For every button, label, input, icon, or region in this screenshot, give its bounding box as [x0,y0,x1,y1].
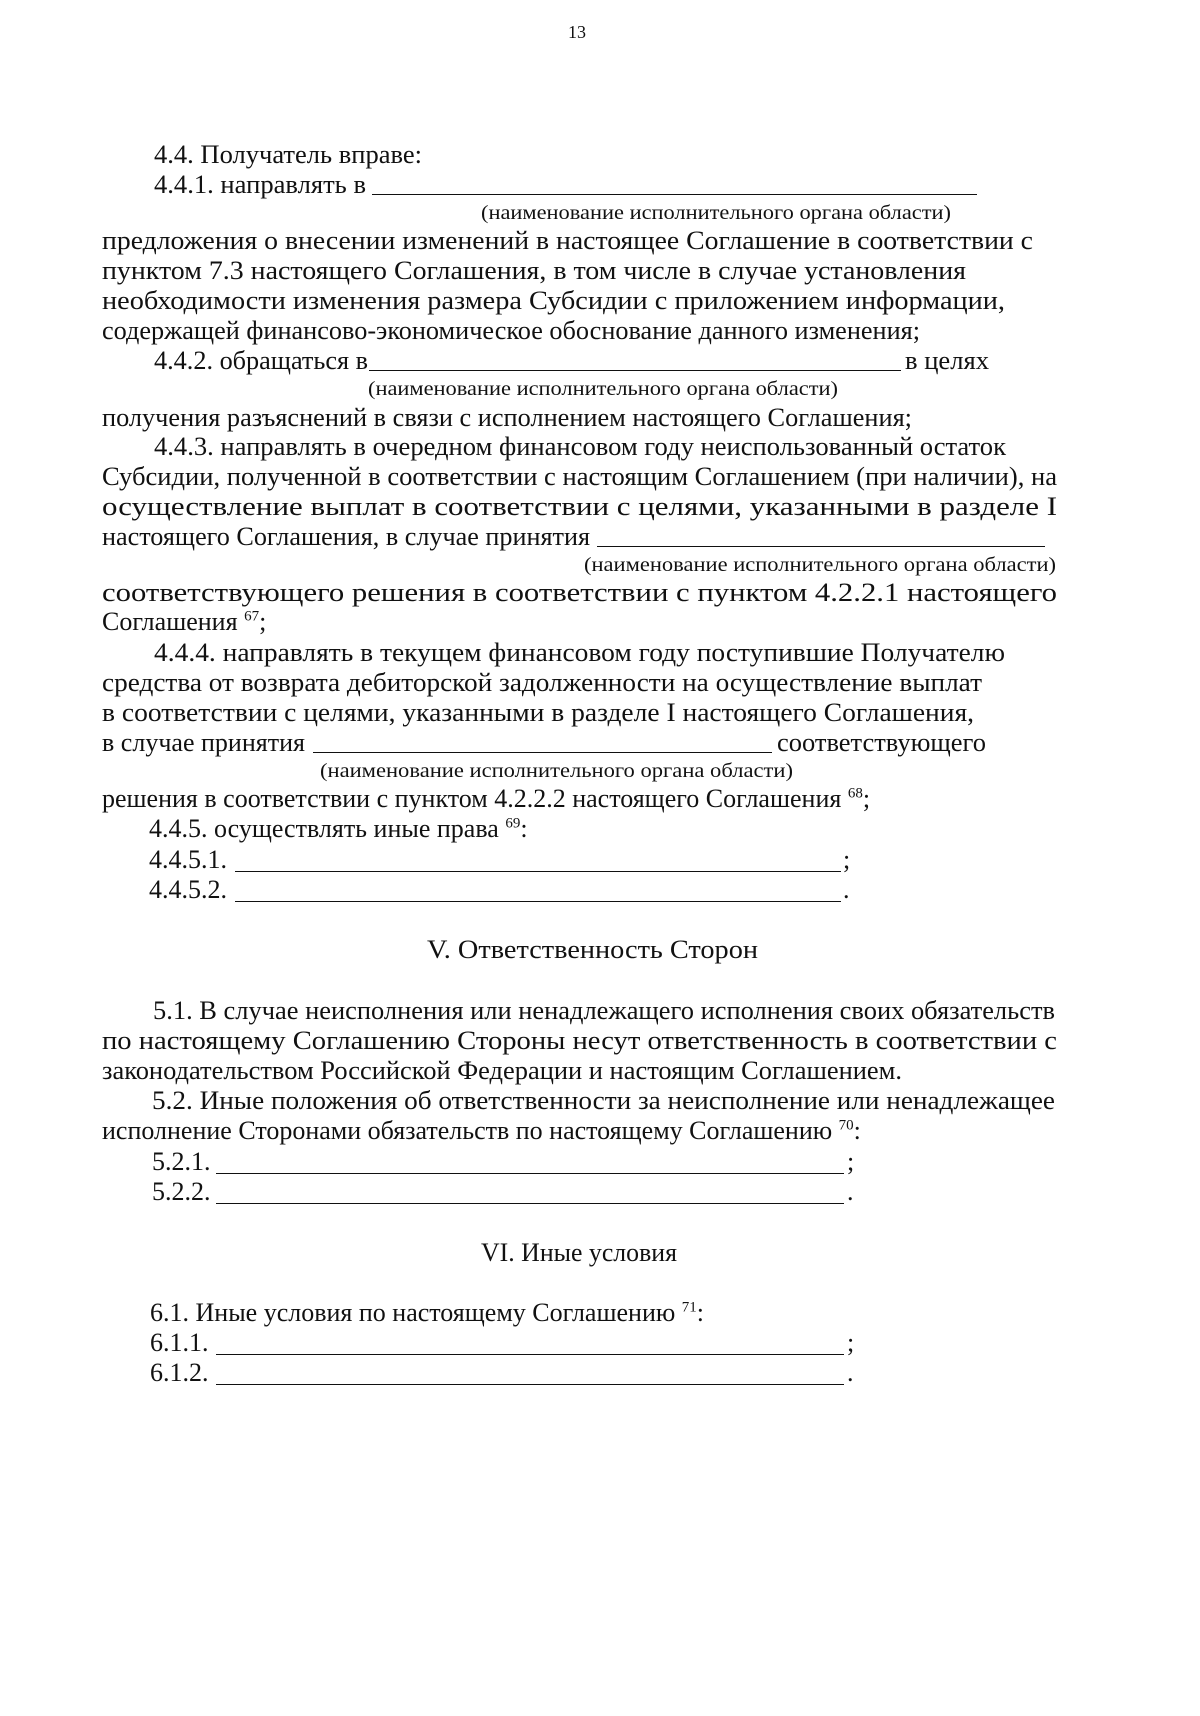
clause-4-4-3-line-2: Субсидии, полученной в соответствии с настоящим Соглашением (при наличии), на [102,462,1057,491]
caption-authority-4: (наименование исполнительного органа области) [320,760,793,782]
clause-5-2-line-1: 5.2. Иные положения об ответственности за неисполнение или ненадлежащее [152,1086,1055,1115]
clause-5-2-line-2 [102,1116,861,1146]
blank-line-4-4-5-2 [235,901,841,902]
clause-4-4-5 [149,814,528,844]
clause-4-4-3-end-punct: ; [259,607,267,636]
item-5-2-2-label: 5.2.2. [152,1177,211,1206]
item-5-2-2-punct: . [847,1177,854,1206]
clause-5-1-line-3: законодательством Российской Федерации и настоящим Соглашением. [102,1056,902,1085]
blank-line-5-2-1 [216,1173,844,1174]
clause-4-4-1-line-3: пунктом 7.3 настоящего Соглашения, в том числе в случае установления [102,256,967,285]
blank-line-6-1-1 [216,1354,844,1355]
footnote-ref-67: 67 [244,608,260,625]
clause-4-4-3-line-5: соответствующего решения в соответствии с пунктом 4.2.2.1 настоящего [102,578,1057,607]
item-4-4-5-2-punct: . [843,875,850,904]
clause-5-2-end-punct: : [853,1116,861,1145]
clause-5-1-line-1: 5.1. В случае неисполнения или ненадлежащего исполнения своих обязательств [153,996,1055,1025]
clause-6-1-text: 6.1. Иные условия по настоящему Соглашению [150,1298,676,1327]
clause-4-4-4-line-1: 4.4.4. направлять в текущем финансовом году поступившие Получателю [154,638,1005,667]
item-6-1-2-label: 6.1.2. [150,1358,209,1387]
footnote-ref-70: 70 [838,1117,854,1134]
clause-4-4-4-line-2: средства от возврата дебиторской задолженности на осуществление выплат [102,668,982,697]
section-5-title: V. Ответственность Сторон [427,935,758,964]
blank-line-4-4-1 [372,194,977,195]
clause-4-4-4-line-3: в соответствии с целями, указанными в разделе I настоящего Соглашения, [102,698,974,727]
clause-4-4-4-line-4: в случае принятия [102,728,305,757]
clause-4-4-2-line-2: получения разъяснений в связи с исполнением настоящего Соглашения; [102,403,912,432]
clause-4-4-3-end-text: Соглашения [102,607,238,636]
caption-authority-1: (наименование исполнительного органа области) [481,202,951,224]
page-number: 13 [568,22,586,42]
clause-4-4-2-purpose: в целях [905,346,989,375]
clause-6-1-punct: : [696,1298,705,1327]
clause-4-4-3-line-6 [102,607,266,637]
clause-4-4-4-end-punct: ; [862,784,871,813]
item-4-4-5-1-punct: ; [843,845,851,874]
item-4-4-5-2-label: 4.4.5.2. [149,875,227,904]
blank-line-6-1-2 [216,1384,844,1385]
clause-4-4-4-end-text: решения в соответствии с пунктом 4.2.2.2 настоящего Соглашения [102,784,842,813]
item-6-1-1-label: 6.1.1. [150,1328,209,1357]
section-6-title: VI. Иные условия [481,1238,677,1267]
clause-4-4-1-start: 4.4.1. направлять в [154,170,366,199]
item-5-2-1-label: 5.2.1. [152,1147,211,1176]
blank-line-4-4-5-1 [235,871,841,872]
clause-4-4-heading: 4.4. Получатель вправе: [154,140,422,169]
clause-4-4-3-line-4: настоящего Соглашения, в случае принятия [102,522,590,551]
clause-4-4-1-line-2: предложения о внесении изменений в настоящее Соглашение в соответствии с [102,226,1033,255]
clause-5-1-line-2: по настоящему Соглашению Стороны несут ответственность в соответствии с [102,1026,1057,1055]
caption-authority-3: (наименование исполнительного органа области) [584,554,1056,576]
blank-line-4-4-3 [597,546,1045,547]
item-5-2-1-punct: ; [847,1147,855,1176]
footnote-ref-71: 71 [681,1299,697,1316]
item-6-1-2-punct: . [847,1358,854,1387]
item-4-4-5-1-label: 4.4.5.1. [149,845,227,874]
caption-authority-2: (наименование исполнительного органа области) [368,378,838,400]
clause-5-2-end-text: исполнение Сторонами обязательств по настоящему Соглашению [102,1116,833,1145]
clause-4-4-4-line-5 [102,784,870,814]
blank-line-4-4-4 [313,752,772,753]
clause-6-1 [150,1298,704,1328]
clause-4-4-3-line-1: 4.4.3. направлять в очередном финансовом году неиспользованный остаток [154,432,1007,461]
clause-4-4-5-punct: : [520,814,528,843]
clause-4-4-3-line-3: осуществление выплат в соответствии с целями, указанными в разделе I [102,492,1057,521]
blank-line-4-4-2 [369,370,901,371]
footnote-ref-69: 69 [505,815,521,832]
clause-4-4-1-line-4: необходимости изменения размера Субсидии с приложением информации, [102,286,1005,315]
clause-4-4-5-text: 4.4.5. осуществлять иные права [149,814,499,843]
clause-4-4-4-line-4-end: соответствующего [777,728,986,757]
clause-4-4-2-start: 4.4.2. обращаться в [154,346,368,375]
footnote-ref-68: 68 [847,785,863,802]
blank-line-5-2-2 [216,1203,844,1204]
item-6-1-1-punct: ; [847,1328,855,1357]
clause-4-4-1-line-5: содержащей финансово-экономическое обоснование данного изменения; [102,316,920,345]
